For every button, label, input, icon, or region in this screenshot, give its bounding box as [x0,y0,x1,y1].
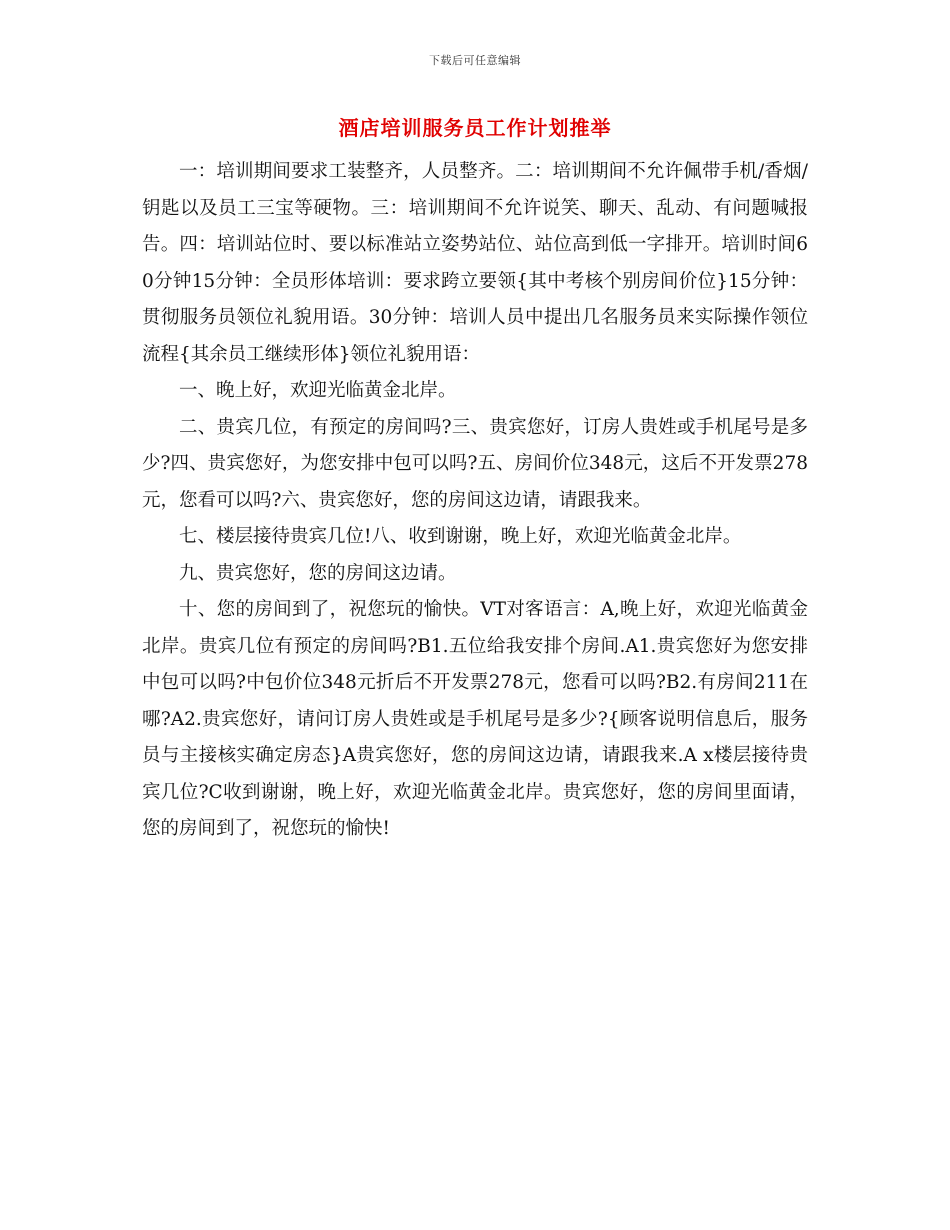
header-note: 下载后可任意编辑 [429,54,521,67]
document-body [142,154,808,848]
paragraph: 七、楼层接待贵宾几位!八、收到谢谢，晚上好，欢迎光临黄金北岸。 [179,526,742,547]
paragraph: 十、您的房间到了，祝您玩的愉快。VT对客语言：A,晚上好，欢迎光临黄金北岸。贵宾几位有预定的房间吗?B1.五位给我安排个房间.A1.贵宾您好为您安排中包可以吗?中包价位348元折后不开发票278元，您看可以吗?B2.有房间211在哪?A2.贵宾您好，请问订房人贵姓或是手机尾号是多少?{顾客说明信息后，服务员与主接核实确定房态}A贵宾您好，您的房间这边请，请跟我来.A x楼层接待贵宾几位?C收到谢谢，晚上好，欢迎光临黄金北岸。贵宾您好，您的房间里面请，您的房间到了，祝您玩的愉快! [142,599,808,839]
paragraph: 一、晚上好，欢迎光临黄金北岸。 [179,380,457,401]
paragraph: 一：培训期间要求工装整齐，人员整齐。二：培训期间不允许佩带手机/香烟/钥匙以及员工三宝等硬物。三：培训期间不允许说笑、聊天、乱动、有问题喊报告。四：培训站位时、要以标准站立姿势站位、站位高到低一字排开。培训时间60分钟15分钟：全员形体培训：要求跨立要领{其中考核个别房间价位}15分钟：贯彻服务员领位礼貌用语。30分钟：培训人员中提出几名服务员来实际操作领位流程{其余员工继续形体}领位礼貌用语： [142,161,808,365]
paragraph: 九、贵宾您好，您的房间这边请。 [179,562,457,584]
paragraph: 二、贵宾几位，有预定的房间吗?三、贵宾您好，订房人贵姓或手机尾号是多少?四、贵宾您好，为您安排中包可以吗?五、房间价位348元，这后不开发票278元，您看可以吗?六、贵宾您好，您的房间这边请，请跟我来。 [142,416,808,511]
document-title: 酒店培训服务员工作计划推举 [338,116,612,140]
